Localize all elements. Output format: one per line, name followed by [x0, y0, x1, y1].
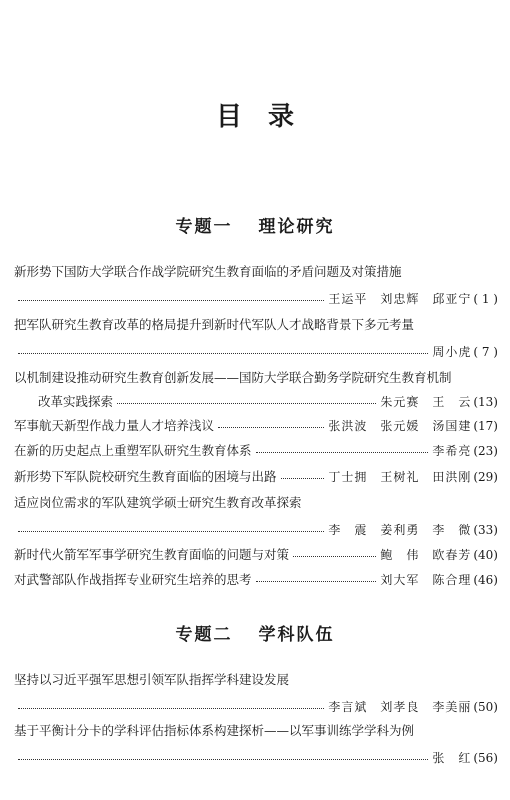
- entry-authors: 王运平 刘忠辉 邱亚宁: [328, 292, 472, 306]
- dot-leader: [18, 752, 428, 762]
- dot-leader: [18, 346, 428, 356]
- entry-title: 适应岗位需求的军队建筑学硕士研究生教育改革探索: [14, 495, 302, 510]
- toc-entry[interactable]: [14, 723, 498, 766]
- toc-entry[interactable]: [14, 572, 498, 588]
- dot-leader: [218, 420, 324, 430]
- entry-authors: 张洪波 张元媛 汤国建: [328, 419, 472, 433]
- entry-authors: 鲍 伟 欧春芳: [380, 548, 472, 562]
- entry-title: 新时代火箭军军事学研究生教育面临的问题与对策: [14, 547, 290, 562]
- toc-entry[interactable]: [14, 547, 498, 563]
- entry-title: 在新的历史起点上重塑军队研究生教育体系: [14, 443, 252, 458]
- entry-authors: 刘大军 陈合理: [380, 573, 472, 587]
- toc-entry[interactable]: [14, 672, 498, 715]
- dot-leader: [256, 445, 429, 455]
- section-title-1: [0, 212, 510, 237]
- dot-leader: [18, 293, 324, 303]
- entry-title: 基于平衡计分卡的学科评估指标体系构建探析——以军事训练学学科为例: [14, 723, 415, 738]
- toc-entry[interactable]: [14, 264, 498, 307]
- dot-leader: [18, 524, 324, 534]
- entry-page: (50): [473, 700, 498, 714]
- entry-title: 新形势下军队院校研究生教育面临的困境与出路: [14, 469, 277, 484]
- entry-page: (46): [473, 573, 498, 587]
- section-title-2: [0, 620, 510, 645]
- entry-page: (23): [473, 444, 498, 458]
- entry-page: (17): [473, 419, 498, 433]
- entry-page: (40): [473, 548, 498, 562]
- toc-entry[interactable]: [14, 418, 498, 434]
- toc-entry[interactable]: [14, 495, 498, 538]
- entry-title: 新形势下国防大学联合作战学院研究生教育面临的矛盾问题及对策措施: [14, 264, 402, 279]
- toc-entry[interactable]: [14, 370, 498, 410]
- entry-authors: 张 红: [432, 751, 472, 765]
- entry-title: 对武警部队作战指挥专业研究生培养的思考: [14, 572, 252, 587]
- toc-entry[interactable]: [14, 317, 498, 360]
- entry-title: 军事航天新型作战力量人才培养浅议: [14, 418, 215, 433]
- toc-entry[interactable]: [14, 443, 498, 459]
- entry-authors: 朱元赛 王 云: [380, 395, 472, 409]
- entry-page: (13): [473, 395, 498, 409]
- entry-title-continuation: 改革实践探索: [38, 394, 114, 409]
- section-label: 专题一: [175, 217, 233, 237]
- dot-leader: [293, 549, 376, 559]
- entry-title: 把军队研究生教育改革的格局提升到新时代军队人才战略背景下多元考量: [14, 317, 415, 332]
- toc-entry[interactable]: [14, 469, 498, 485]
- entry-authors: 李 震 姜利勇 李 微: [328, 523, 472, 537]
- entry-title: 坚持以习近平强军思想引领军队指挥学科建设发展: [14, 672, 290, 687]
- entry-page: ( 1 ): [473, 292, 498, 306]
- dot-leader: [256, 574, 377, 584]
- dot-leader: [18, 701, 324, 711]
- entry-page: (56): [473, 751, 498, 765]
- entry-authors: 李希亮: [432, 444, 472, 458]
- section-label: 专题二: [175, 625, 233, 645]
- section-name: 理论研究: [258, 217, 335, 237]
- entry-page: ( 7 ): [473, 345, 498, 359]
- section-name: 学科队伍: [258, 625, 335, 645]
- entry-title: 以机制建设推动研究生教育创新发展——国防大学联合勤务学院研究生教育机制: [14, 370, 452, 385]
- entry-authors: 李言斌 刘孝良 李美丽: [328, 700, 472, 714]
- page-title: 目录: [215, 102, 320, 132]
- entry-authors: 周小虎: [432, 345, 472, 359]
- dot-leader: [281, 471, 325, 481]
- entry-page: (33): [473, 523, 498, 537]
- dot-leader: [117, 396, 376, 406]
- entry-page: (29): [473, 470, 498, 484]
- entry-authors: 丁士拥 王树礼 田洪刚: [328, 470, 472, 484]
